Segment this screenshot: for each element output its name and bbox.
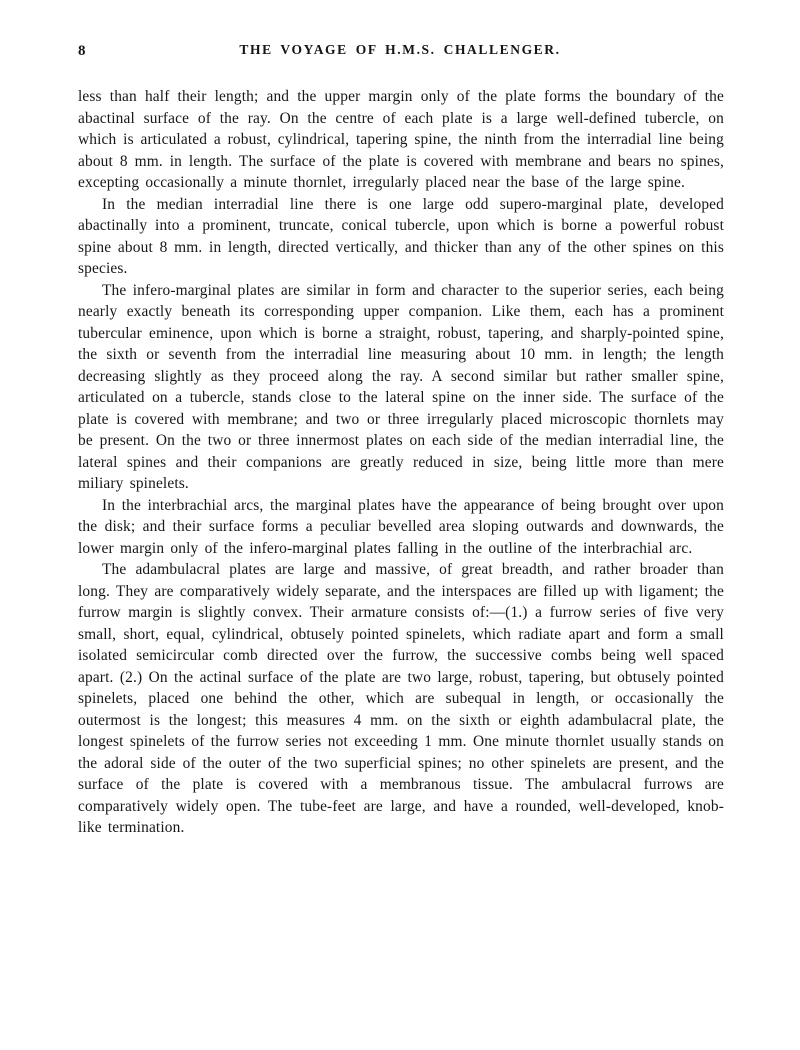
- body-text: [78, 86, 724, 839]
- paragraph: The infero-marginal plates are similar in form and character to the superior series, each being nearly exactly beneath its corresponding upper companion. Like them, each has a prominent tubercular eminence, upon which is borne a straight, robust, tapering, and sharply-pointed spine, the sixth or seventh from the interradial line measuring about 10 mm. in length; the length decreasing slightly as they proceed along the ray. A second similar but rather smaller spine, articulated on a tubercle, stands close to the lateral spine on the inner side. The surface of the plate is covered with membrane; and two or three irregularly placed microscopic thornlets may be present. On the two or three innermost plates on each side of the median interradial line, the lateral spines and their companions are greatly reduced in size, being little more than mere miliary spinelets.: [78, 281, 724, 492]
- paragraph: In the median interradial line there is one large odd supero-marginal plate, developed abactinally into a prominent, truncate, conical tubercle, upon which is borne a powerful robust spine about 8 mm. in length, directed vertically, and thicker than any of the other spines on this species.: [78, 195, 724, 277]
- paragraph-continued: less than half their length; and the upper margin only of the plate forms the boundary of the abactinal surface of the ray. On the centre of each plate is a large well-defined tubercle, on which is articulated a robust, cylindrical, tapering spine, the ninth from the interradial line being about 8 mm. in length. The surface of the plate is covered with membrane and bears no spines, excepting occasionally a minute thornlet, irregularly placed near the base of the large spine.: [78, 88, 724, 191]
- page-number: 8: [78, 43, 86, 59]
- paragraph: In the interbrachial arcs, the marginal plates have the appearance of being brought over upon the disk; and their surface forms a peculiar bevelled area sloping outwards and downwards, the lower margin only of the infero-marginal plates falling in the outline of the interbrachial arc.: [78, 496, 724, 557]
- paragraph: The adambulacral plates are large and massive, of great breadth, and rather broader than long. They are comparatively widely separate, and the interspaces are filled up with ligament; the furrow margin is slightly convex. Their armature consists of:—(1.) a furrow series of five very small, short, equal, cylindrical, obtusely pointed spinelets, which radiate apart and form a small isolated semicircular comb directed over the furrow, the successive combs being well spaced apart. (2.) On the actinal surface of the plate are two large, robust, tapering, but obtusely pointed spinelets, placed one behind the other, which are subequal in length, or occasionally the outermost is the longest; this measures 4 mm. on the sixth or eighth adambulacral plate, the longest spinelets of the furrow series not exceeding 1 mm. One minute thornlet usually stands on the adoral side of the outer of the two superficial spines; no other spinelets are present, and the surface of the plate is covered with a membranous tissue. The ambulacral furrows are comparatively widely open. The tube-feet are large, and have a rounded, well-developed, knob-like termination.: [78, 561, 724, 836]
- running-title: THE VOYAGE OF H.M.S. CHALLENGER.: [239, 42, 561, 57]
- page-header: [78, 42, 722, 62]
